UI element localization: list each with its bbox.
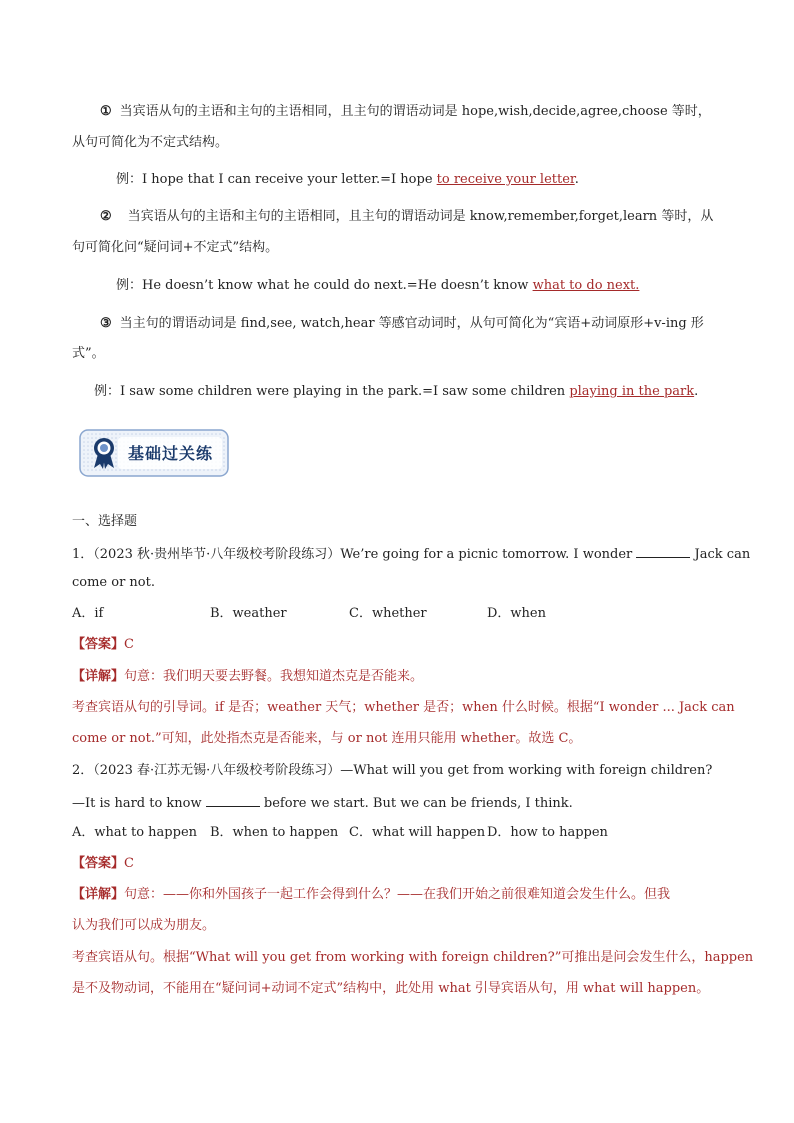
question-2-blank bbox=[206, 792, 260, 807]
question-1-option-d[interactable]: D．when bbox=[487, 606, 546, 621]
question-2-stem-line-1: 2．（2023 春·江苏无锡·八年级校考阶段练习）—What will you get from working with foreign children? bbox=[72, 763, 713, 778]
rule-2-example bbox=[116, 276, 639, 296]
section-heading: 一、选择题 bbox=[72, 514, 138, 529]
rule-2-text: 当宾语从句的主语和主句的主语相同，且主句的谓语动词是 know,remember,forget,learn 等时，从 bbox=[127, 209, 714, 224]
rule-1-line-2: 从句可简化为不定式结构。 bbox=[72, 135, 229, 150]
question-1-detail-line-1 bbox=[72, 667, 423, 687]
rule-1-marker: ① bbox=[100, 104, 112, 119]
question-2-stem-line-2 bbox=[72, 792, 573, 814]
question-1-option-a[interactable]: A．if bbox=[72, 606, 104, 621]
question-1-answer-value: C bbox=[124, 637, 134, 652]
question-2-detail-line-4: 是不及物动词，不能用在“疑问词+动词不定式”结构中，此处用 what 引导宾语从句，用 what will happen。 bbox=[72, 981, 710, 996]
rule-3-example bbox=[94, 382, 698, 402]
question-1-option-b[interactable]: B．weather bbox=[210, 606, 287, 621]
rule-2-marker: ② bbox=[100, 209, 112, 224]
question-1-detail-line-2: 考查宾语从句的引导词。if 是否；weather 天气；whether 是否；when 什么时候。根据“I wonder ... Jack can bbox=[72, 700, 735, 715]
question-1-stem-after: Jack can bbox=[690, 547, 751, 562]
question-2-detail-text-1: 句意：——你和外国孩子一起工作会得到什么？——在我们开始之前很难知道会发生什么。但我 bbox=[124, 887, 671, 902]
section-badge-title: 基础过关练 bbox=[128, 444, 214, 463]
question-2-option-a[interactable]: A．what to happen bbox=[72, 825, 198, 840]
question-2-answer bbox=[72, 854, 134, 874]
question-1-blank bbox=[636, 543, 690, 558]
rule-3-marker: ③ bbox=[100, 316, 112, 331]
question-2-option-b[interactable]: B．when to happen bbox=[210, 825, 339, 840]
question-1-stem: 1．（2023 秋·贵州毕节·八年级校考阶段练习）We’re going for a picnic tomorrow. I wonder bbox=[72, 547, 633, 562]
question-1-answer bbox=[72, 635, 134, 655]
question-2-stem-after: before we start. But we can be friends, I think. bbox=[259, 796, 573, 811]
question-1-detail-label: 【详解】 bbox=[72, 669, 125, 684]
rule-3-line-1 bbox=[100, 314, 704, 334]
rule-1-example-answer: to receive your letter bbox=[436, 172, 575, 187]
rule-1-line-1 bbox=[100, 102, 711, 122]
question-2-stem-before: —It is hard to know bbox=[72, 796, 202, 811]
question-1-stem-line-2: come or not. bbox=[72, 575, 155, 590]
rule-3-example-prefix: 例：I saw some children were playing in the park.=I saw some children bbox=[94, 384, 570, 399]
rule-1-example-suffix: . bbox=[574, 172, 579, 187]
question-2-answer-value: C bbox=[124, 856, 134, 871]
section-badge bbox=[78, 428, 230, 478]
rule-2-line-2: 句可简化问“疑问词+不定式”结构。 bbox=[72, 240, 279, 255]
rule-3-line-2: 式”。 bbox=[72, 346, 105, 361]
question-2-detail-line-2: 认为我们可以成为朋友。 bbox=[72, 918, 216, 933]
question-2-answer-label: 【答案】 bbox=[72, 856, 125, 871]
question-2-detail-label: 【详解】 bbox=[72, 887, 125, 902]
rule-2-example-answer: what to do next. bbox=[532, 278, 640, 293]
question-1-detail-line-3: come or not.”可知，此处指杰克是否能来，与 or not 连用只能用 whether。故选 C。 bbox=[72, 731, 582, 746]
question-1-answer-label: 【答案】 bbox=[72, 637, 125, 652]
rule-1-example-prefix: 例：I hope that I can receive your letter.=I hope bbox=[116, 172, 437, 187]
rule-1-example bbox=[116, 170, 579, 190]
rule-2-line-1 bbox=[100, 207, 713, 227]
question-1-stem-line-1 bbox=[72, 543, 750, 565]
question-1-detail-text-1: 句意：我们明天要去野餐。我想知道杰克是否能来。 bbox=[124, 669, 424, 684]
rule-3-text: 当主句的谓语动词是 find,see, watch,hear 等感官动词时，从句可简化为“宾语+动词原形+v-ing 形 bbox=[119, 316, 704, 331]
rule-2-example-prefix: 例：He doesn’t know what he could do next.=He doesn’t know bbox=[116, 278, 533, 293]
question-2-option-d[interactable]: D．how to happen bbox=[487, 825, 608, 840]
rule-1-text: 当宾语从句的主语和主句的主语相同，且主句的谓语动词是 hope,wish,decide,agree,choose 等时， bbox=[119, 104, 711, 119]
rule-3-example-answer: playing in the park bbox=[569, 384, 695, 399]
question-2-option-c[interactable]: C．what will happen bbox=[349, 825, 486, 840]
rule-3-example-suffix: . bbox=[694, 384, 699, 399]
question-2-detail-line-1 bbox=[72, 885, 670, 905]
question-2-detail-line-3: 考查宾语从句。根据“What will you get from working with foreign children?”可推出是问会发生什么，happen bbox=[72, 950, 754, 965]
question-1-option-c[interactable]: C．whether bbox=[349, 606, 427, 621]
award-ribbon-icon bbox=[90, 436, 118, 470]
